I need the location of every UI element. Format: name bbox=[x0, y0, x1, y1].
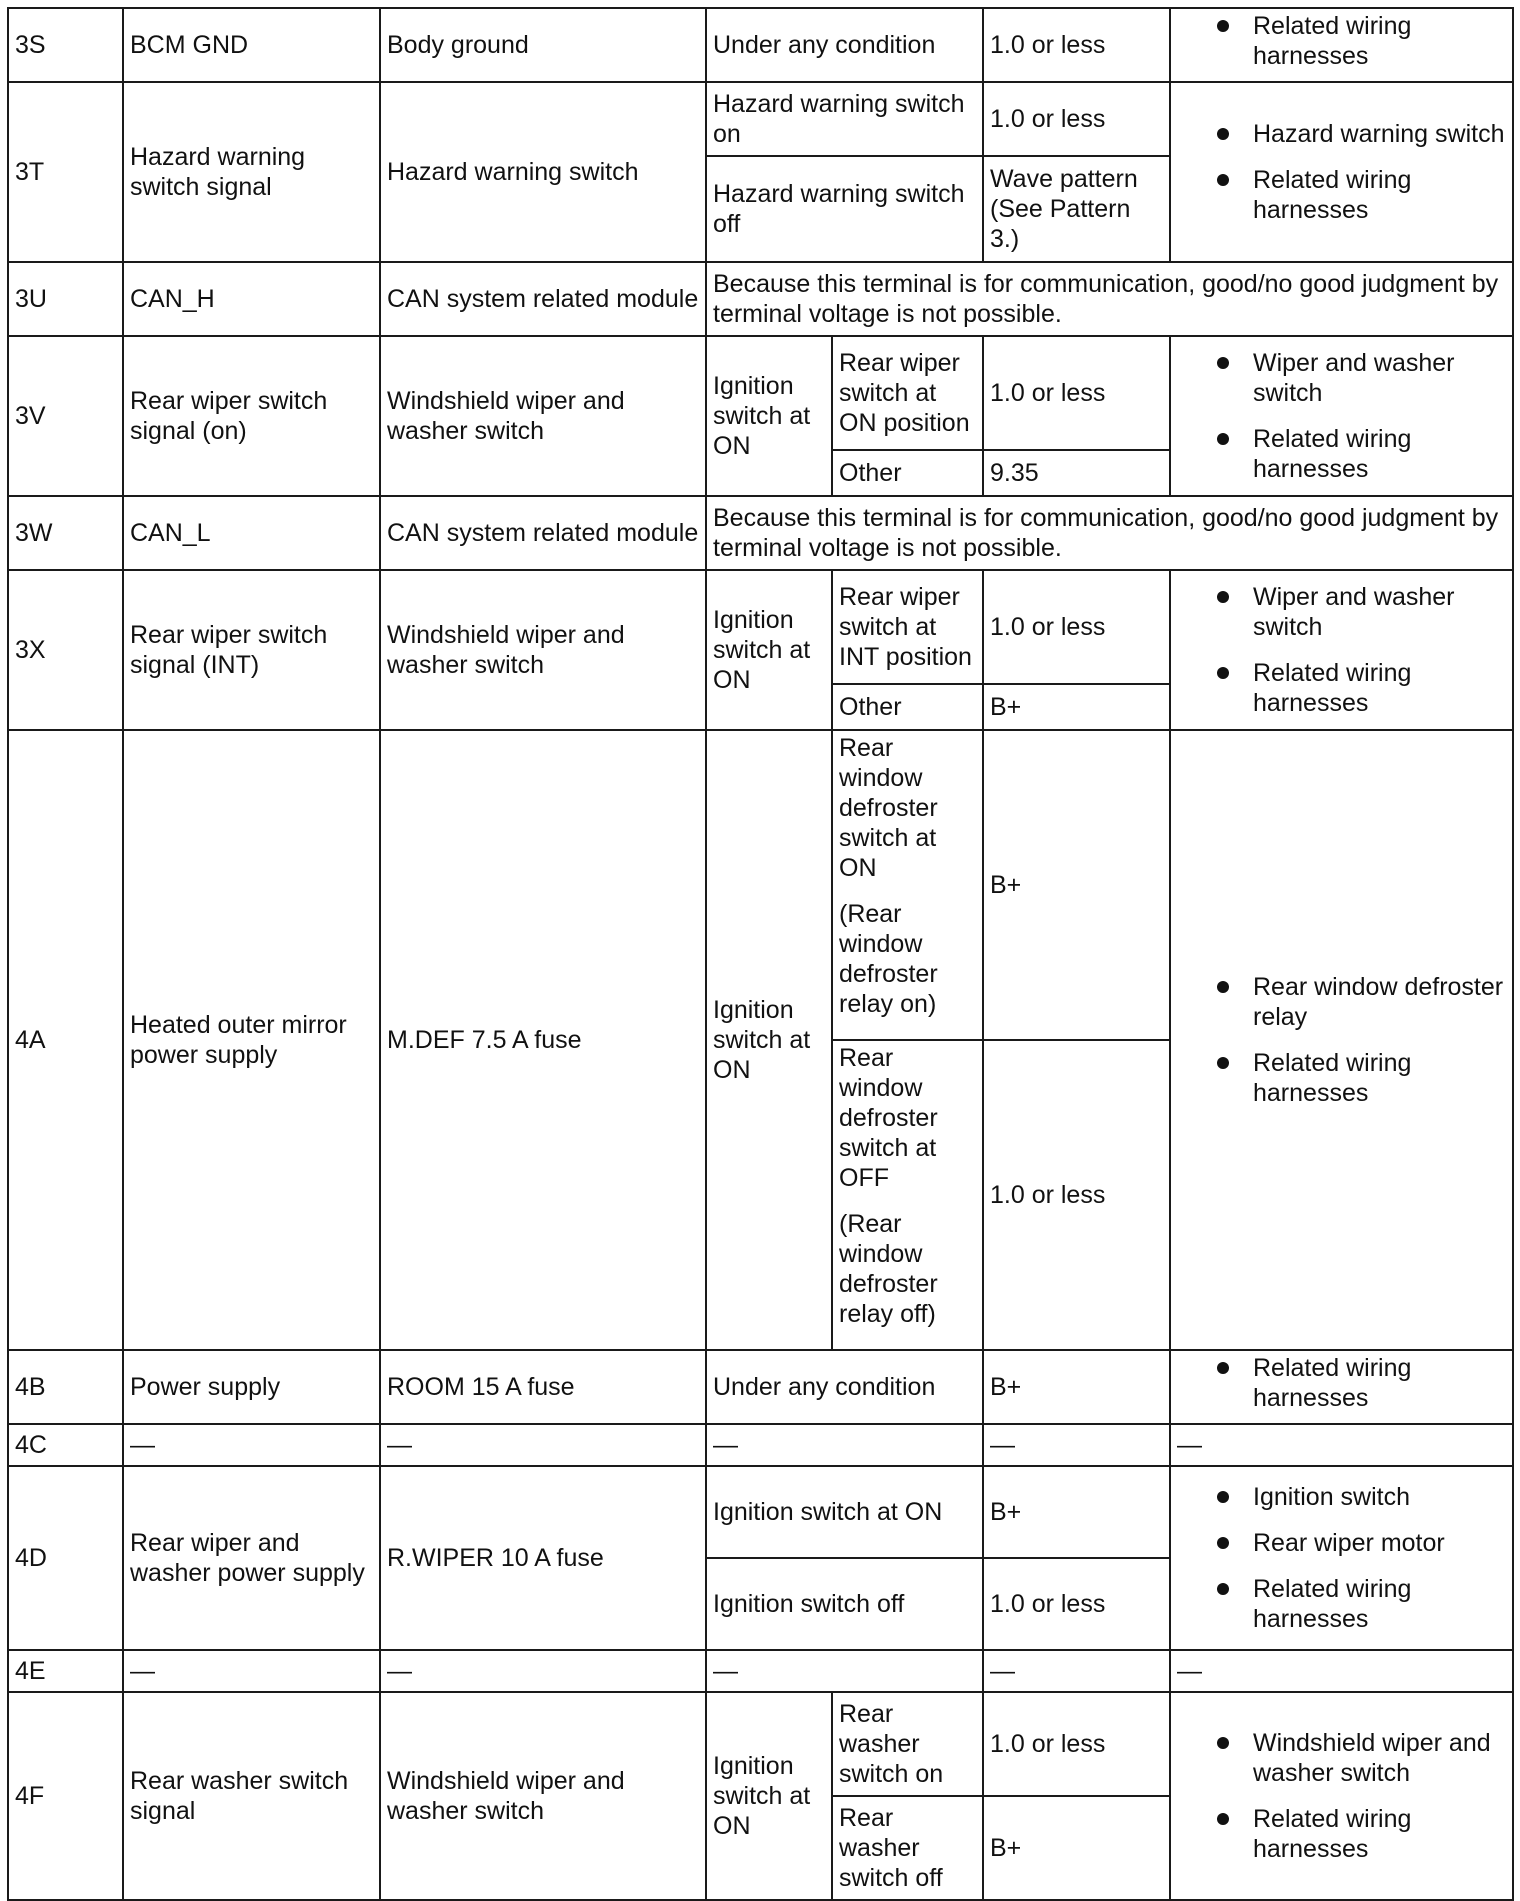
condition-cell: — bbox=[706, 1650, 983, 1692]
value-cell: B+ bbox=[983, 1350, 1170, 1424]
sub-condition-cell: Other bbox=[832, 684, 983, 730]
value-cell: — bbox=[983, 1650, 1170, 1692]
terminal-cell: 4A bbox=[8, 730, 123, 1350]
bullet-icon bbox=[1217, 1537, 1229, 1549]
terminal-cell: 3T bbox=[8, 82, 123, 262]
signal-name-cell: Rear washer switch signal bbox=[123, 1692, 380, 1900]
value-cell: 1.0 or less bbox=[983, 1558, 1170, 1650]
ground-cell: Windshield wiper and washer switch bbox=[380, 336, 706, 496]
value-cell: B+ bbox=[983, 1466, 1170, 1558]
bullet-icon bbox=[1217, 1362, 1229, 1374]
condition-cell: Under any condition bbox=[706, 1350, 983, 1424]
possible-cause-item: Related wiring harnesses bbox=[1177, 424, 1506, 484]
signal-name-cell: Rear wiper and washer power supply bbox=[123, 1466, 380, 1650]
ground-cell: Body ground bbox=[380, 8, 706, 82]
bullet-icon bbox=[1217, 128, 1229, 140]
sub-condition-cell bbox=[832, 1040, 983, 1350]
bullet-icon bbox=[1217, 591, 1229, 603]
bullet-icon bbox=[1217, 1057, 1229, 1069]
condition-cell: Ignition switch at ON bbox=[706, 1466, 983, 1558]
table-row bbox=[8, 8, 1513, 82]
sub-condition-text: Rear window defroster switch at OFF bbox=[839, 1044, 938, 1192]
condition-cell: Ignition switch at ON bbox=[706, 336, 832, 496]
possible-cause-cell bbox=[1170, 1466, 1513, 1650]
signal-name-cell: Heated outer mirror power supply bbox=[123, 730, 380, 1350]
value-cell: 1.0 or less bbox=[983, 1692, 1170, 1796]
value-cell: — bbox=[983, 1424, 1170, 1466]
bullet-icon bbox=[1217, 433, 1229, 445]
possible-cause-cell bbox=[1170, 1350, 1513, 1424]
table-row bbox=[8, 1466, 1513, 1558]
bullet-icon bbox=[1217, 667, 1229, 679]
condition-cell: Ignition switch at ON bbox=[706, 570, 832, 730]
possible-cause-cell: — bbox=[1170, 1650, 1513, 1692]
bullet-icon bbox=[1217, 1583, 1229, 1595]
value-cell: B+ bbox=[983, 730, 1170, 1040]
table-row bbox=[8, 570, 1513, 684]
ground-cell: CAN system related module bbox=[380, 262, 706, 336]
table-row bbox=[8, 496, 1513, 570]
terminal-cell: 4D bbox=[8, 1466, 123, 1650]
ground-cell: R.WIPER 10 A fuse bbox=[380, 1466, 706, 1650]
value-cell: 1.0 or less bbox=[983, 336, 1170, 450]
sub-condition-cell: Other bbox=[832, 450, 983, 496]
ground-cell: — bbox=[380, 1424, 706, 1466]
terminal-cell: 3S bbox=[8, 8, 123, 82]
signal-name-cell: — bbox=[123, 1424, 380, 1466]
value-cell: Wave pattern (See Pattern 3.) bbox=[983, 156, 1170, 262]
possible-cause-item: Windshield wiper and washer switch bbox=[1177, 1728, 1506, 1788]
ground-cell: M.DEF 7.5 A fuse bbox=[380, 730, 706, 1350]
value-cell: B+ bbox=[983, 684, 1170, 730]
signal-name-cell: CAN_L bbox=[123, 496, 380, 570]
sub-condition-cell: Rear wiper switch at ON position bbox=[832, 336, 983, 450]
signal-name-cell: Rear wiper switch signal (on) bbox=[123, 336, 380, 496]
condition-cell: Hazard warning switch off bbox=[706, 156, 983, 262]
possible-cause-cell bbox=[1170, 730, 1513, 1350]
terminal-cell: 4E bbox=[8, 1650, 123, 1692]
bullet-icon bbox=[1217, 981, 1229, 993]
table-row bbox=[8, 262, 1513, 336]
table-row bbox=[8, 1424, 1513, 1466]
sub-condition-cell bbox=[832, 730, 983, 1040]
possible-cause-item: Related wiring harnesses bbox=[1177, 1804, 1506, 1864]
value-cell: 1.0 or less bbox=[983, 8, 1170, 82]
possible-cause-item: Rear wiper motor bbox=[1177, 1528, 1506, 1558]
table-row bbox=[8, 730, 1513, 1040]
sub-condition-text: Rear window defroster switch at ON bbox=[839, 734, 938, 882]
bullet-icon bbox=[1217, 1737, 1229, 1749]
signal-name-cell: — bbox=[123, 1650, 380, 1692]
terminal-cell: 4F bbox=[8, 1692, 123, 1900]
table-row bbox=[8, 1692, 1513, 1796]
possible-cause-cell bbox=[1170, 1692, 1513, 1900]
possible-cause-item: Hazard warning switch bbox=[1177, 119, 1506, 149]
possible-cause-cell bbox=[1170, 82, 1513, 262]
sub-condition-cell: Rear washer switch off bbox=[832, 1796, 983, 1900]
signal-name-cell: Hazard warning switch signal bbox=[123, 82, 380, 262]
sub-condition-note: (Rear window defroster relay off) bbox=[839, 1210, 938, 1328]
possible-cause-cell bbox=[1170, 336, 1513, 496]
sub-condition-cell: Rear washer switch on bbox=[832, 1692, 983, 1796]
terminal-cell: 3U bbox=[8, 262, 123, 336]
condition-cell: Hazard warning switch on bbox=[706, 82, 983, 156]
bullet-icon bbox=[1217, 20, 1229, 32]
possible-cause-item: Related wiring harnesses bbox=[1177, 658, 1506, 718]
condition-cell: Ignition switch at ON bbox=[706, 1692, 832, 1900]
terminal-cell: 3X bbox=[8, 570, 123, 730]
bullet-icon bbox=[1217, 174, 1229, 186]
value-cell: 1.0 or less bbox=[983, 82, 1170, 156]
possible-cause-item: Wiper and washer switch bbox=[1177, 348, 1506, 408]
terminal-cell: 3W bbox=[8, 496, 123, 570]
possible-cause-item: Related wiring harnesses bbox=[1177, 1353, 1506, 1413]
sub-condition-cell: Rear wiper switch at INT position bbox=[832, 570, 983, 684]
ground-cell: Hazard warning switch bbox=[380, 82, 706, 262]
condition-cell: — bbox=[706, 1424, 983, 1466]
terminal-cell: 3V bbox=[8, 336, 123, 496]
table-row bbox=[8, 1350, 1513, 1424]
ground-cell: CAN system related module bbox=[380, 496, 706, 570]
bullet-icon bbox=[1217, 1813, 1229, 1825]
possible-cause-item: Related wiring harnesses bbox=[1177, 1574, 1506, 1634]
terminal-cell: 4B bbox=[8, 1350, 123, 1424]
table-row bbox=[8, 336, 1513, 450]
signal-name-cell: Rear wiper switch signal (INT) bbox=[123, 570, 380, 730]
condition-cell: Under any condition bbox=[706, 8, 983, 82]
possible-cause-cell: — bbox=[1170, 1424, 1513, 1466]
communication-note-cell: Because this terminal is for communication, good/no good judgment by terminal voltage is not possible. bbox=[706, 262, 1513, 336]
possible-cause-cell bbox=[1170, 8, 1513, 82]
sub-condition-note: (Rear window defroster relay on) bbox=[839, 900, 938, 1018]
signal-name-cell: BCM GND bbox=[123, 8, 380, 82]
ground-cell: Windshield wiper and washer switch bbox=[380, 1692, 706, 1900]
value-cell: 1.0 or less bbox=[983, 1040, 1170, 1350]
value-cell: B+ bbox=[983, 1796, 1170, 1900]
table-row bbox=[8, 1650, 1513, 1692]
signal-name-cell: Power supply bbox=[123, 1350, 380, 1424]
condition-cell: Ignition switch at ON bbox=[706, 730, 832, 1350]
communication-note-cell: Because this terminal is for communication, good/no good judgment by terminal voltage is not possible. bbox=[706, 496, 1513, 570]
value-cell: 9.35 bbox=[983, 450, 1170, 496]
possible-cause-item: Wiper and washer switch bbox=[1177, 582, 1506, 642]
ground-cell: — bbox=[380, 1650, 706, 1692]
possible-cause-item: Ignition switch bbox=[1177, 1482, 1506, 1512]
value-cell: 1.0 or less bbox=[983, 570, 1170, 684]
table-row bbox=[8, 82, 1513, 156]
possible-cause-cell bbox=[1170, 570, 1513, 730]
terminal-spec-table bbox=[7, 7, 1514, 1901]
condition-cell: Ignition switch off bbox=[706, 1558, 983, 1650]
ground-cell: ROOM 15 A fuse bbox=[380, 1350, 706, 1424]
bullet-icon bbox=[1217, 357, 1229, 369]
possible-cause-item: Related wiring harnesses bbox=[1177, 165, 1506, 225]
possible-cause-item: Related wiring harnesses bbox=[1177, 1048, 1506, 1108]
ground-cell: Windshield wiper and washer switch bbox=[380, 570, 706, 730]
bullet-icon bbox=[1217, 1491, 1229, 1503]
possible-cause-item: Related wiring harnesses bbox=[1177, 11, 1506, 71]
terminal-cell: 4C bbox=[8, 1424, 123, 1466]
possible-cause-item: Rear window defroster relay bbox=[1177, 972, 1506, 1032]
signal-name-cell: CAN_H bbox=[123, 262, 380, 336]
